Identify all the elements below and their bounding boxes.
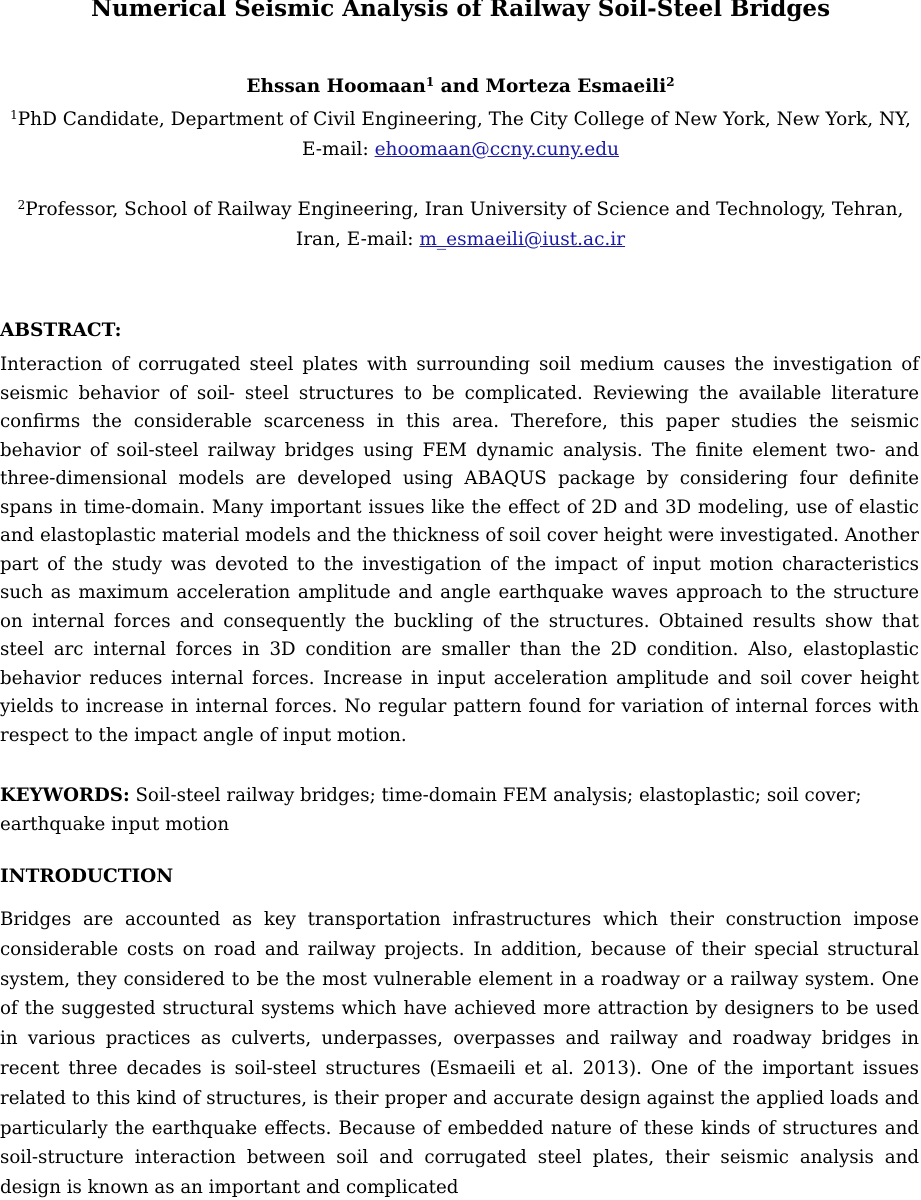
affiliation-2-text: Professor, School of Railway Engineering, Iran University of Science and Technology, Tehran, Iran, E-mail:: [25, 199, 904, 250]
keywords-label: KEYWORDS:: [0, 785, 130, 806]
affiliation-1-superscript: 1: [10, 108, 18, 122]
introduction-heading: INTRODUCTION: [0, 866, 174, 887]
affiliation-1-email-link[interactable]: ehoomaan@ccny.cuny.edu: [374, 139, 620, 160]
abstract-heading: ABSTRACT:: [0, 320, 122, 341]
abstract-body: Interaction of corrugated steel plates with surrounding soil medium causes the investigation of seismic behavior of soil- steel structures to be complicated. Reviewing the available literature confirms the considerable scarceness in this area. Therefore, this paper studies the seismic behavior of soil-steel railway bridges using FEM dynamic analysis. The finite element two- and three-dimensional models are developed using ABAQUS package by considering four definite spans in time-domain. Many important issues like the effect of 2D and 3D modeling, use of elastic and elastoplastic material models and the thickness of soil cover height were investigated. Another part of the study was devoted to the investigation of the impact of input motion characteristics such as maximum acceleration amplitude and angle earthquake waves approach to the structure on internal forces and consequently the buckling of the structures. Obtained results show that steel arc internal forces in 3D condition are smaller than the 2D condition. Also, elastoplastic behavior reduces internal forces. Increase in input acceleration amplitude and soil cover height yields to increase in internal forces. No regular pattern found for variation of internal forces with respect to the impact angle of input motion.: [0, 354, 919, 746]
affiliation-1-text: PhD Candidate, Department of Civil Engineering, The City College of New York, New York, NY, E-mail:: [17, 109, 911, 160]
author-1-superscript: 1: [425, 75, 435, 89]
keywords-text: Soil-steel railway bridges; time-domain FEM analysis; elastoplastic; soil cover; earthquake input motion: [0, 785, 862, 835]
affiliation-2-email-link[interactable]: m_esmaeili@iust.ac.ir: [419, 229, 626, 250]
author-conjunction: and: [434, 76, 486, 97]
introduction-body: Bridges are accounted as key transportation infrastructures which their construction impose considerable costs on road and railway projects. In addition, because of their special structural system, they considered to be the most vulnerable element in a roadway or a railway system. One of the suggested structural systems which have achieved more attraction by designers to be used in various practices as culverts, underpasses, overpasses and railway and roadway bridges in recent three decades is soil-steel structures (Esmaeili et al. 2013). One of the important issues related to this kind of structures, is their proper and accurate design against the applied loads and particularly the earthquake effects. Because of embedded nature of these kinds of structures and soil-structure interaction between soil and corrugated steel plates, their seismic analysis and design is known as an important and complicated: [0, 909, 919, 1199]
author-1-name: Ehssan Hoomaan: [246, 76, 426, 97]
keywords-line: [0, 782, 870, 839]
affiliation-2-superscript: 2: [17, 198, 26, 212]
affiliation-1: [0, 105, 921, 165]
author-line: [0, 73, 921, 101]
author-2-name: Morteza Esmaeili: [485, 76, 667, 97]
affiliation-2: [0, 195, 921, 255]
paper-title: Numerical Seismic Analysis of Railway Soil-Steel Bridges: [90, 0, 831, 22]
author-2-superscript: 2: [666, 75, 675, 89]
